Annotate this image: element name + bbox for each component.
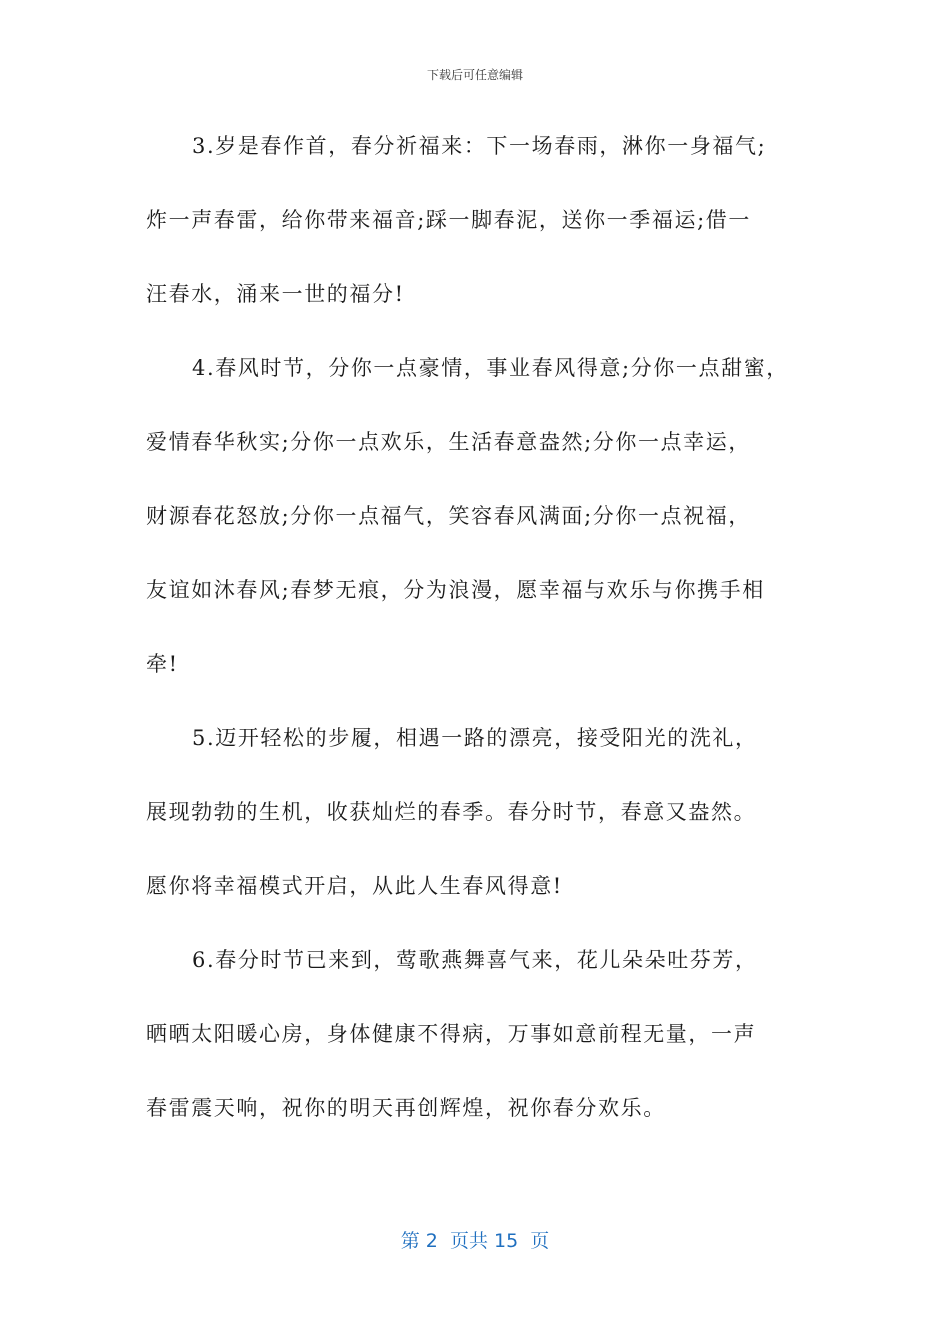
page-header: 下载后可任意编辑	[426, 68, 523, 82]
paragraph-4-line-3: 财源春花怒放;分你一点福气，笑容春风满面;分你一点祝福，	[146, 504, 751, 528]
paragraph-5-line-2: 展现勃勃的生机，收获灿烂的春季。春分时节，春意又盎然。	[146, 800, 757, 824]
paragraph-6-line-3: 春雷震天响，祝你的明天再创辉煌，祝你春分欢乐。	[146, 1096, 666, 1120]
paragraph-4-line-1: 4.春风时节，分你一点豪情，事业春风得意;分你一点甜蜜，	[192, 356, 789, 380]
paragraph-3-line-3: 汪春水，涌来一世的福分!	[146, 282, 405, 306]
paragraph-4-line-4: 友谊如沐春风;春梦无痕，分为浪漫，愿幸福与欢乐与你携手相	[146, 578, 765, 602]
paragraph-5-line-1: 5.迈开轻松的步履，相遇一路的漂亮，接受阳光的洗礼，	[192, 726, 758, 750]
paragraph-3-line-2: 炸一声春雷，给你带来福音;踩一脚春泥，送你一季福运;借一	[146, 208, 751, 232]
page-number-footer: 第 2 页共 15 页	[400, 1230, 550, 1252]
paragraph-5-line-3: 愿你将幸福模式开启，从此人生春风得意!	[146, 874, 563, 898]
paragraph-4-line-5: 牵!	[146, 652, 179, 676]
paragraph-3-line-1: 3.岁是春作首，春分祈福来：下一场春雨，淋你一身福气;	[192, 134, 767, 158]
paragraph-4-line-2: 爱情春华秋实;分你一点欢乐，生活春意盎然;分你一点幸运，	[146, 430, 751, 454]
paragraph-6-line-2: 晒晒太阳暖心房，身体健康不得病，万事如意前程无量，一声	[146, 1022, 757, 1046]
paragraph-6-line-1: 6.春分时节已来到，莺歌燕舞喜气来，花儿朵朵吐芬芳，	[192, 948, 758, 972]
